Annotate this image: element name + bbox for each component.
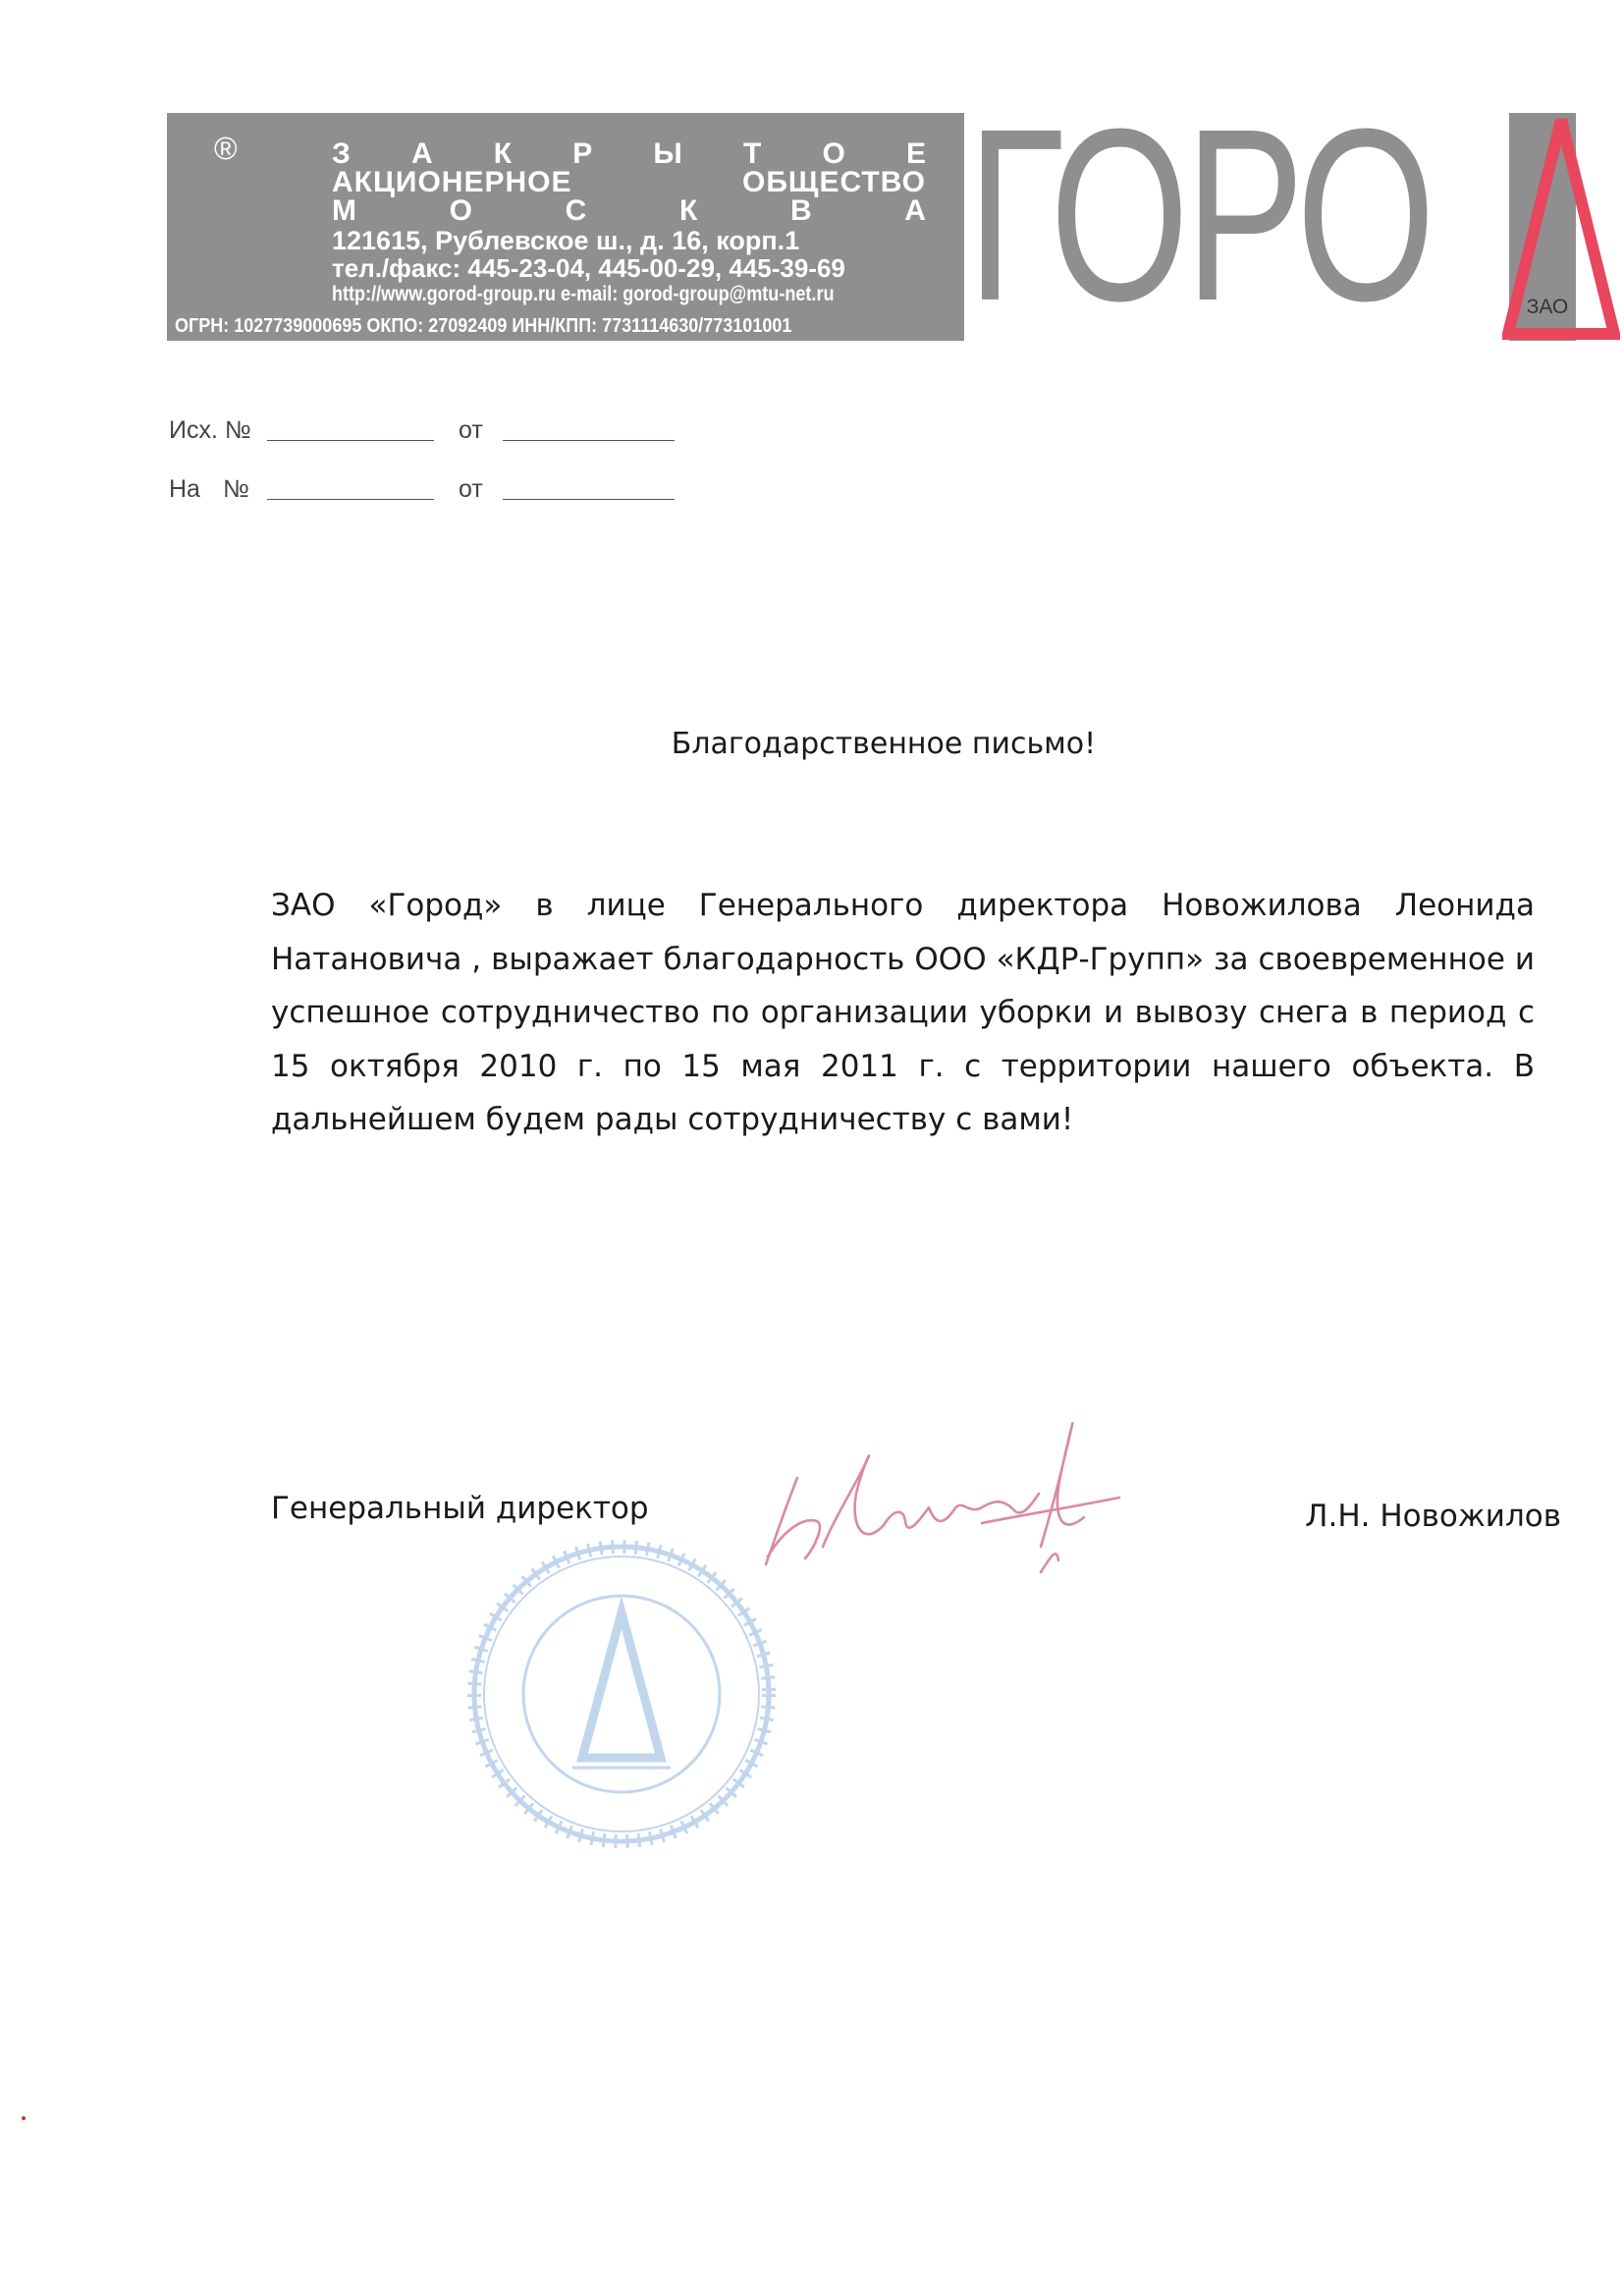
word: ОБЩЕСТВО (742, 166, 926, 198)
letterhead-address: 121615, Рублевское ш., д. 16, корп.1 (332, 226, 800, 255)
incoming-number-sign: № (223, 475, 249, 503)
outgoing-date-line (503, 440, 675, 441)
outgoing-date-label: от (459, 416, 483, 444)
letterhead-line-moskva (332, 196, 926, 226)
outgoing-ref-row (169, 412, 679, 448)
letter: С (565, 194, 587, 227)
letter-title: Благодарственное письмо! (671, 727, 1097, 761)
handwritten-signature (746, 1399, 1129, 1625)
letterhead-line-zakrytoe (332, 139, 926, 169)
incoming-number-line (267, 499, 434, 500)
incoming-date-line (503, 499, 675, 500)
outgoing-ref-label: Исх. № (169, 416, 251, 444)
letterhead-web-email: http://www.gorod-group.ru e-mail: gorod-group@mtu-net.ru (332, 283, 835, 305)
letter: Р (572, 137, 593, 170)
brand-logo-text: ГОРО (967, 78, 1432, 352)
letter: А (904, 194, 926, 227)
scan-speck (22, 2116, 26, 2120)
brand-zao-label: ЗАО (1526, 296, 1569, 318)
letter: В (789, 194, 812, 227)
company-seal-stamp (460, 1532, 784, 1856)
letter: З (332, 137, 351, 170)
letter: Ы (653, 137, 682, 170)
letterhead-requisites: ОГРН: 1027739000695 ОКПО: 27092409 ИНН/КПП: 7731114630/773101001 (175, 315, 792, 337)
letterhead-phones: тел./факс: 445-23-04, 445-00-29, 445-39-69 (332, 253, 845, 283)
letter: А (410, 137, 433, 170)
letterhead-line-ao (332, 168, 926, 197)
signer-name: Л.Н. Новожилов (1305, 1499, 1561, 1534)
incoming-date-label: от (459, 475, 483, 503)
incoming-ref-row (169, 471, 679, 507)
letter: Т (742, 137, 762, 170)
letter-body: ЗАО «Город» в лице Генерального директора Новожилова Леонида Натановича , выражает благодарность ООО «КДР-Групп» за своевременное и успешное сотрудничество по организации уборки и вывозу снега в период с 15 октября 2010 г. по 15 мая 2011 г. с территории нашего объекта. В дальнейшем будем рады сотрудничеству с вами! (271, 888, 1535, 1137)
letter: Е (905, 137, 926, 170)
letter: М (332, 194, 356, 227)
incoming-ref-label: На (169, 475, 200, 503)
signer-position: Генеральный директор (271, 1491, 649, 1526)
letter: К (678, 194, 698, 227)
word: АКЦИОНЕРНОЕ (332, 166, 572, 198)
letter: О (822, 137, 845, 170)
letter: К (493, 137, 513, 170)
letter: О (449, 194, 472, 227)
outgoing-number-line (267, 440, 434, 441)
registered-mark: ® (214, 131, 238, 166)
